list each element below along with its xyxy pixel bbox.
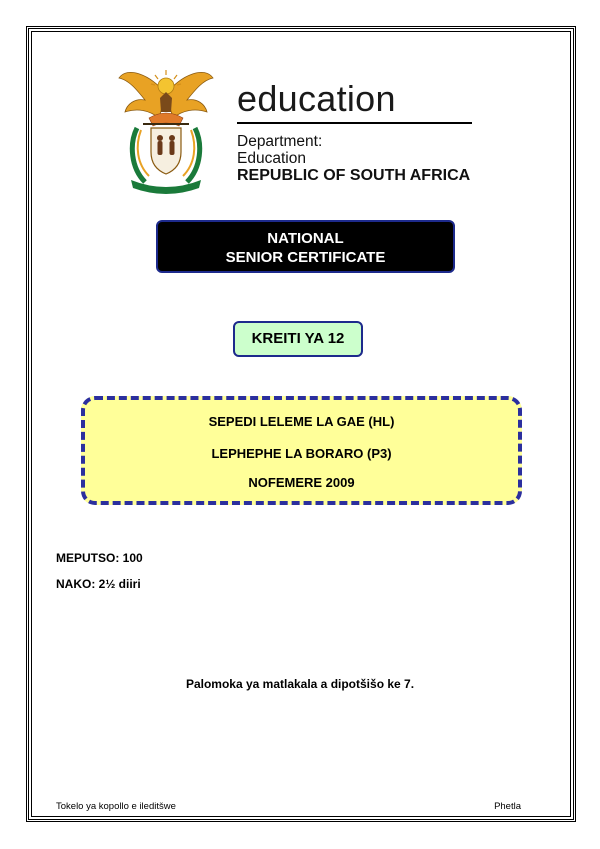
grade-badge: KREITI YA 12: [233, 321, 363, 357]
copyright-notice: Tokelo ya kopollo e ileditšwe: [56, 801, 176, 812]
total-marks: MEPUTSO: 100: [56, 551, 143, 565]
certificate-banner: [156, 220, 455, 273]
exam-date: NOFEMERE 2009: [248, 475, 355, 490]
brand-divider: [237, 122, 472, 124]
time-allowed: NAKO: 2½ diiri: [56, 577, 141, 591]
department-label: Department:: [237, 133, 323, 150]
certificate-line-2: SENIOR CERTIFICATE: [225, 249, 386, 266]
country-name: REPUBLIC OF SOUTH AFRICA: [237, 167, 471, 184]
certificate-line-1: NATIONAL: [267, 230, 344, 247]
brand-wordmark: education: [237, 78, 396, 119]
page-count-notice: Palomoka ya matlakala a dipotšišo ke 7.: [185, 677, 415, 691]
paper-info-box: [81, 396, 522, 505]
subject-title: SEPEDI LELEME LA GAE (HL): [208, 414, 395, 429]
paper-number: LEPHEPHE LA BORARO (P3): [211, 446, 392, 461]
coat-of-arms-icon: [115, 64, 217, 194]
turn-over-label: Phetla: [494, 801, 521, 812]
department-name: Education: [237, 150, 306, 167]
